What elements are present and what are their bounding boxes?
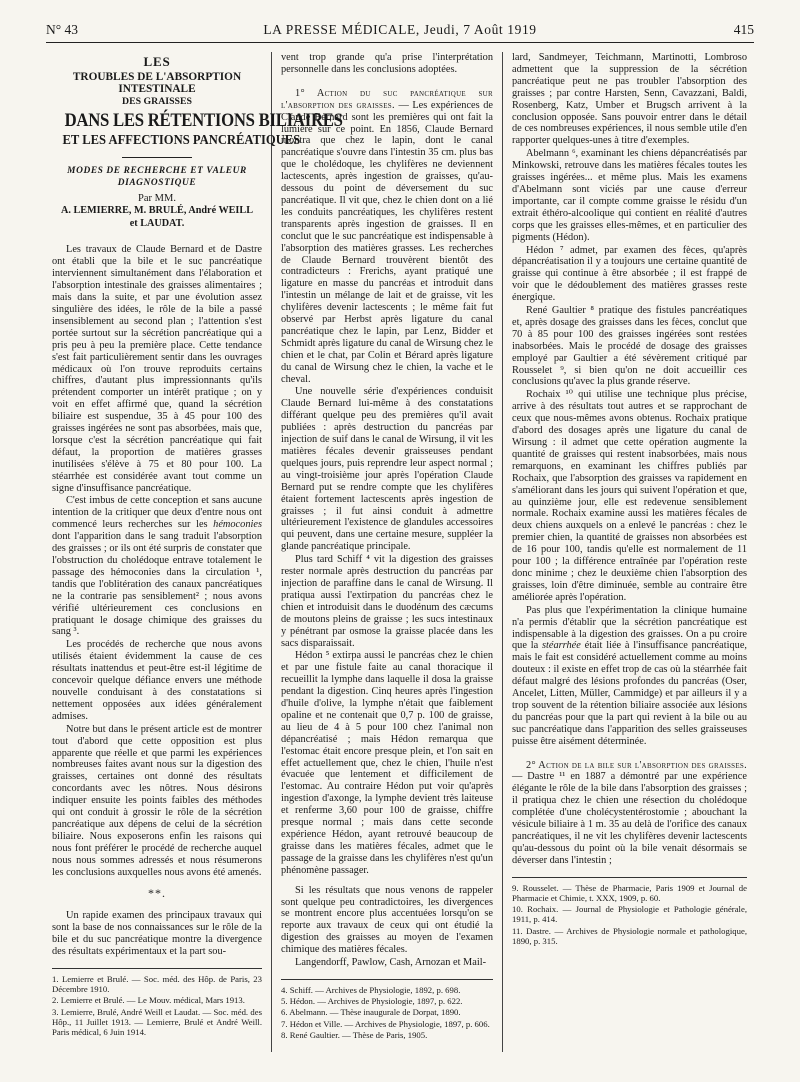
footnote: 9. Rousselet. — Thèse de Pharmacie, Paris 1909 et Journal de Pharmacie et Chimie, t. XXX, 1909, p. 60.	[512, 882, 747, 903]
title-line-4: DANS LES RÉTENTIONS BILIAIRES	[64, 109, 343, 131]
footnote-rule	[52, 968, 262, 969]
title-line-2: TROUBLES DE L'ABSORPTION INTESTINALE	[72, 70, 242, 95]
footnote: 1. Lemierre et Brulé. — Soc. méd. des Hôp. de Paris, 23 Décembre 1910.	[52, 974, 262, 995]
page-number: 415	[733, 22, 754, 37]
section-paragraph	[512, 760, 747, 867]
paragraph: Un rapide examen des principaux travaux qui sont la base de nos connaissances sur le rôle de la bile et du suc pancréatique montre la divergence des résultats expérimentaux et la part sou-	[52, 910, 262, 958]
column-3	[512, 52, 747, 1030]
footnote-rule	[281, 979, 493, 980]
footnote: 11. Dastre. — Archives de Physiologie normale et pathologique, 1890, p. 315.	[512, 925, 747, 946]
header-rule	[46, 42, 754, 43]
section-ornament: **.	[148, 886, 166, 901]
paragraph: Si les résultats que nous venons de rappeler sont quelque peu contradictoires, les divergences se montrent encore plus accentuées lorsqu'on se reporte aux travaux de ceux qui ont étudié la digestion des graisses au moyen de l'examen chimique des matières fécales.	[281, 884, 493, 956]
paragraph: Abelmann ⁶, examinant les chiens dépancréatisés par Minkowski, retrouve dans les matières fécales toutes les graisses ingérées... et même plus. Mais les examens d'Abelmann sont viciés par une cause d'erreur importante, car il compte comme graisse le résidu d'un extrait éthéro-alcoolique qui contient en réalité d'autres corps que les graisses elles-mêmes, et en particulier des pigments (Hédon).	[512, 148, 747, 243]
paragraph: Hédon ⁵ extirpa aussi le pancréas chez le chien et par une fistule faite au canal thoracique il recueillit la lymphe dans laquelle il dosa la graisse pendant la digestion. Cinq heures après l'ingestion d'huile d'olive, la lymphe n'était que faiblement opaline et ne contenait que 0,7 p. 100 de graisse, au lieu de 4 à 5 pour 100 chez l'animal non dépancréatisé ; mais Hédon remarqua que l'estomac était encore presque plein, et l'on sait en effet actuellement que, chez le chien, l'huile n'est évacuée que lentement et difficilement de l'estomac. Au contraire Hédon put voir qu'après ingestion d'axonge, la lymphe devient très laiteuse et renferme 3,60 pour 100 de graisse, chiffre presque normal ; mais dans cette seconde expérience Hédon, ayant retrouvé beaucoup de graisse dans les matières fécales, admet que le passage de la graisse dans les chylifères n'est qu'un phénomène passager.	[281, 650, 493, 876]
paragraph: Rochaix ¹⁰ qui utilise une technique plus précise, arrive à des résultats tout autres et se rapprochant de ceux que nous-mêmes avons obtenus. Rochaix pratique d'abord des dosages après une ligature du canal de Wirsung : il admet que cette opération augmente la quantité de graisses qui restent inabsorbées, mais nous remarquons, en examinant les chiffres publiés par Rochaix, que l'absorption des graisses va rapidement en s'améliorant dans les jours qui suivent l'opération et que, au quinzième jour, elle est redevenue sensiblement normale. Rochaix examine aussi les matières fécales de deux chiens auxquels on a enlevé le pancréas : chez le premier chien, la quantité de graisses non absorbées est de 16 pour 100, tandis qu'elle est normalement de 11 pour 100 ; la différence entraînée par l'opération reste donc minime ; chez le deuxième chien l'absorption des graisses, loin d'être diminuée, semble au contraire être améliorée après l'opération.	[512, 389, 747, 603]
section-heading: 2° Action de la bile sur l'absorption des graisses.	[526, 759, 747, 771]
column-2	[281, 52, 493, 1040]
paragraph: Hédon ⁷ admet, par examen des fèces, qu'après dépancréatisation il y a toujours une certaine quantité de graisse qui continue à être absorbée ; il est frappé de voir que le dédoublement des matières grasses reste énergique.	[512, 244, 747, 304]
issue-number: N° 43	[46, 22, 79, 37]
footnote: 2. Lemierre et Brulé. — Le Mouv. médical, Mars 1913.	[52, 995, 245, 1006]
authors-line-2: et LAUDAT.	[129, 218, 185, 230]
title-line-1: LES	[143, 54, 171, 69]
paragraph: René Gaultier ⁸ pratique des fistules pancréatiques et, après dosage des graisses dans les fèces, conclut que 70 à 85 pour 100 des graisses ingérées sont restées inabsorbées. Mais le procédé de dosage des graisses employé par Gaultier a été sévèrement critiqué par Rousselet ⁹, si bien qu'on ne doit accueillir ces conclusions qu'avec la plus grande réserve.	[512, 305, 747, 388]
paragraph: Les procédés de recherche que nous avons utilisés étaient évidemment la cause de ces résultats inattendus et peut-être est-il légitime de concevoir quelque défiance envers une méthode nouvelle conduisant à des constatations si nettement opposées aux idées généralement admises.	[52, 639, 262, 722]
footnote: 7. Hédon et Ville. — Archives de Physiologie, 1897, p. 606.	[281, 1018, 490, 1029]
italic-term: stéarrhée	[541, 640, 581, 652]
column-1	[52, 52, 343, 1038]
footnote-rule	[512, 877, 747, 878]
footnote: 4. Schiff. — Archives de Physiologie, 1892, p. 698.	[281, 984, 461, 995]
paragraph: Les travaux de Claude Bernard et de Dastre ont établi que la bile et le suc pancréatique interviennent simultanément dans l'élaboration et l'absorption intestinale des graisses alimentaires ; mais dans la suite, et par une évolution assez singulière des idées, le rôle de la bile a passé insensiblement au second plan ; l'attention s'est portée surtout sur la sécrétion pancréatique qui a pris peu à peu la première place. Cette tendance s'est fait particulièrement sentir dans les ouvrages médicaux où l'on trouve reproduits certains chiffres, d'autant plus impressionnants qu'ils prétendent comporter un intérêt pratique ; on y voit en effet affirmé que, quand la sécrétion biliaire est suspendue, 35 à 45 pour 100 des graisses ingérées ne sont pas absorbées, mais que, lorsque c'est la sécrétion pancréatique qui fait défaut, la proportion de matières grasses inutilisées s'élève à 75 et 80 pour 100. La stéarrhée est considérée avant tout comme un signe d'insuffisance pancréatique.	[52, 244, 262, 494]
paragraph: Notre but dans le présent article est de montrer tout d'abord que cette opposition est plus apparente que réelle et que parmi les expériences nombreuses faites avant nous sur la digestion des graisses, certaines ont donné des résultats concordants avec les nôtres. Nous désirons indiquer ensuite les points faibles des méthodes qui ont conduit à grossir le rôle de la sécrétion pancréatique aux dépens de celui de la sécrétion biliaire. Nous exposerons enfin les raisons qui nous font préférer le procédé de recherche auquel nous nous sommes adressés et nous résumerons les conclusions auxquelles nous avons été amenés.	[52, 723, 262, 878]
italic-term: hémoconies	[213, 519, 262, 531]
paragraph	[52, 495, 262, 638]
footnote: 10. Rochaix. — Journal de Physiologie et Pathologie générale, 1911, p. 414.	[512, 904, 747, 925]
byline-prefix: Par MM.	[138, 192, 176, 204]
paragraph: lard, Sandmeyer, Teichmann, Martinotti, Lombroso admettent que la suppression de la sécrétion pancréatique peut ne pas troubler l'absorption des graisses ; par contre Harsten, Senn, Cavazzani, Baldi, Rosenberg, Katz, Umber et Brugsch arrivent à la conclusion opposée. Sans pouvoir entrer dans le détail de ces nombreuses expériences, il nous semble utile d'en rapporter quelques-unes à titre d'exemples.	[512, 52, 747, 147]
title-rule	[122, 157, 192, 158]
text-run: dont l'apparition dans le sang traduit l'absorption des graisses ; or ils ont été surpris de constater que l'obstruction du cholédoque entrave totalement le passage des hémoconies dans la circulation ¹, tandis que l'oblitération des canaux pancréatiques ne la contrarie pas sensiblement² ; nous avons vérifié ultérieurement ces conclusions en pratiquant le dosage chimique des graisses du sang ³.	[52, 531, 262, 638]
footnote: 8. René Gaultier. — Thèse de Paris, 1905.	[281, 1029, 428, 1040]
text-run: Pas plus que l'expérimentation la clinique humaine n'a permis d'établir que la sécrétion pancréatique est indispensable à la digestion des graisses. On a pu croire que la	[512, 604, 747, 652]
text-run: — Dastre ¹¹ en 1887 a démontré par une expérience élégante le rôle de la bile dans l'absorption des graisses ; il pratiqua chez le chien une résection du cholédoque complétée d'une cholécystentérostomie ; abouchant la vésicule biliaire à 1 m. 35 au delà de l'orifice des canaux pancréatiques, il ne vit les chylifères devenir lactescents qu'au-dessous du point où la bile venait désormais se déverser dans l'intestin ;	[512, 771, 747, 866]
text-run: — Les expériences de Claude Bernard sont les premières qui ont fait la lumière sur ce point. En 1856, Claude Bernard montra que chez le lapin, dont le canal pancréatique s'ouvre dans l'intestin 35 cm. plus bas que le cholédoque, les chylifères ne deviennent lactescents, après ingestion de graisses, qu'au-dessous du point de déversement du suc pancréatique. Il vit que, chez le chien dont on a lié les conduits pancréatiques, les chylifères restent transparents après ingestion de graisses. Il en conclut que le suc pancréatique est indispensable à l'absorption des matières grasses. Les recherches de Claude Bernard trouvèrent bientôt des contradicteurs : Frerichs, ayant pratiqué une ligature en masse du pancréas et introduit dans l'intestin un mélange de lait et de graisse, vit les chylifères devenir lactescents ; le même fait fut observé par Herbst après ligature du canal pancréatique chez le lapin, par Lenz, Bidder et Schmidt après ligature du canal de Wirsung chez le chien et le chat, par Colin et Bérard après ligature du canal de Wirsung chez le chien, la vache et le cheval.	[281, 99, 493, 385]
authors-line-1: A. LEMIERRE, M. BRULÉ, André WEILL	[61, 205, 253, 217]
paragraph: Langendorff, Pawlow, Cash, Arnozan et Mail-	[295, 957, 487, 969]
text-run: C'est imbus de cette conception et sans aucune intention de la critiquer que deux d'entre nous ont commencé leurs recherches sur les	[52, 495, 262, 531]
article-subtitle: MODES DE RECHERCHE ET VALEUR DIAGNOSTIQUE	[67, 165, 247, 188]
paragraph	[512, 605, 747, 748]
journal-title: LA PRESSE MÉDICALE, Jeudi, 7 Août 1919	[263, 22, 537, 37]
running-head	[46, 22, 754, 40]
paragraph: Plus tard Schiff ⁴ vit la digestion des graisses rester normale après destruction du pancréas par injection de paraffine dans le canal de Wirsung. Il pratiqua aussi l'extirpation du pancréas chez le chien et introduisit dans le duodénum des cæcums de moutons pleins de graisse ; les sucs intestinaux y pénétrant par osmose la graisse placée dans les sacs disparaissait.	[281, 554, 493, 649]
footnote: 6. Abelmann. — Thèse inaugurale de Dorpat, 1890.	[281, 1007, 461, 1018]
article-title-block	[52, 52, 343, 230]
footnote: 3. Lemierre, Brulé, André Weill et Laudat. — Soc. méd. des Hôp., 11 Juillet 1913. — Lemierre, Brulé et André Weill. Paris médical, 6 Juin 1914.	[52, 1006, 262, 1038]
column-divider	[502, 52, 503, 1052]
section-heading: 1° Action du suc pancréatique sur l'absorption des graisses.	[281, 87, 493, 111]
text-run: était liée à l'insuffisance pancréatique, mais le fait est considéré actuellement comme au moins douteux : il existe en effet trop de cas où la stéarrhée fait défaut malgré des lésions profondes du pancréas (Oser, Ancelet, Litten, Müller, Cammidge) et par ailleurs il y a trop souvent de la rétention biliaire associée aux lésions du pancréas pour que la part qui revient à la bile ou au suc pancréatique dans l'apparition des selles graisseuses puisse être aisément déterminée.	[512, 640, 747, 747]
footnote: 5. Hédon. — Archives de Physiologie, 1897, p. 622.	[281, 996, 463, 1007]
title-line-5: ET LES AFFECTIONS PANCRÉATIQUES	[62, 132, 301, 148]
paragraph: Une nouvelle série d'expériences conduisit Claude Bernard lui-même à des constatations différant quelque peu des premières qu'il avait publiées : après destruction du pancréas par injection de suif dans le canal de Wirsung, il vit les matières fécales devenir graisseuses pendant quelques jours, puis reprendre leur aspect normal ; au vingt-troisième jour après l'opération Claude Bernard put se rendre compte que les chylifères étaient fortement lactescents après ingestion de graisses ; il fut ainsi conduit à admettre ultérieurement l'existence de glandules accessoires qui peuvent, dans une certaine mesure, suppléer la glande pancréatique principale.	[281, 386, 493, 553]
column-divider	[271, 52, 272, 1052]
section-paragraph	[281, 88, 493, 386]
paragraph: vent trop grande qu'a prise l'interprétation personnelle dans les conclusions adoptées.	[281, 52, 493, 75]
title-line-3: DES GRAISSES	[122, 95, 192, 107]
